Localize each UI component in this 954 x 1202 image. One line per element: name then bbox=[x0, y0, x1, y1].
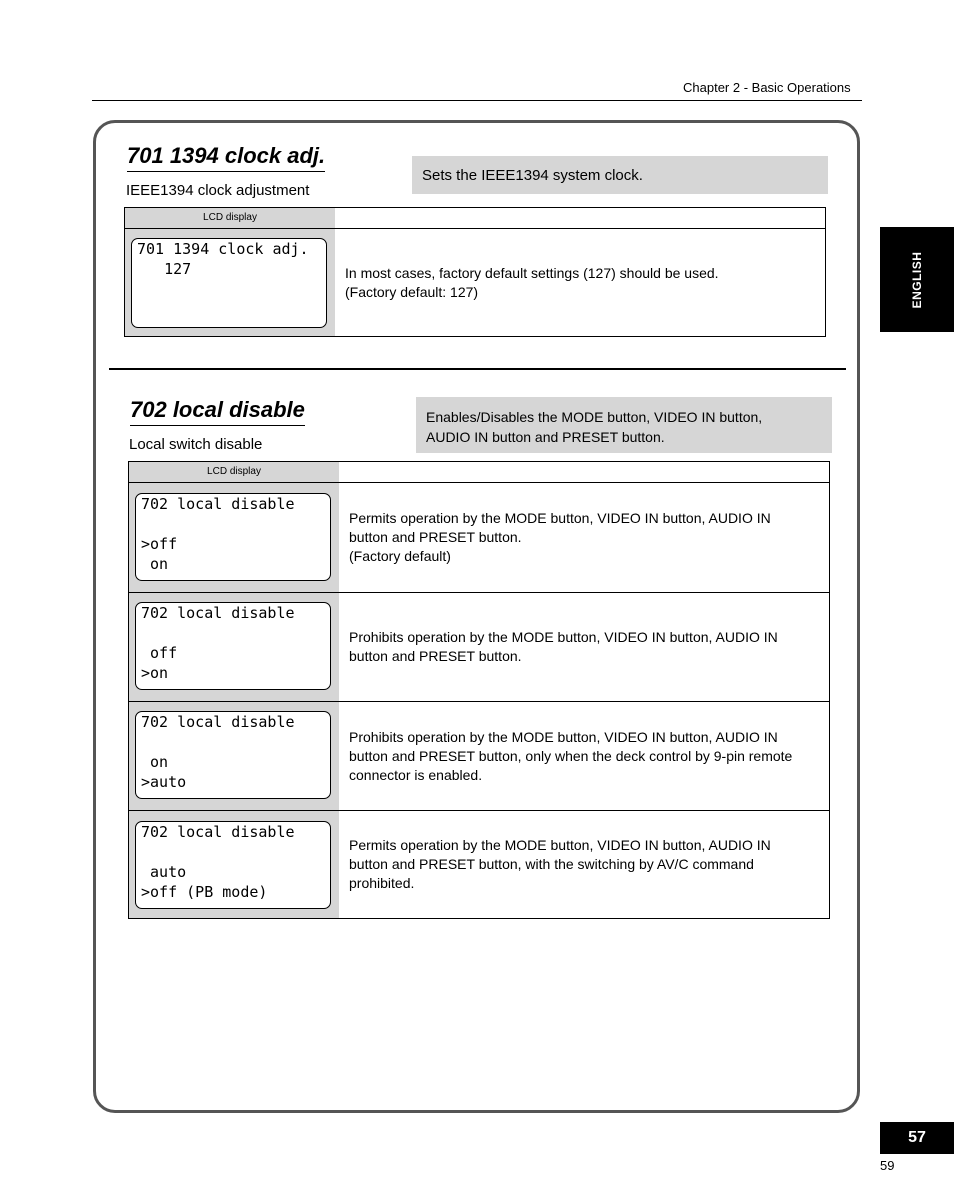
row-description-text: Permits operation by the MODE button, VIDEO IN button, AUDIO IN button and PRESET button, with the switching by AV/C command prohibited. bbox=[349, 837, 771, 891]
lcd-line: 127 bbox=[137, 260, 192, 278]
lcd-screen bbox=[135, 711, 331, 799]
lcd-display-header: LCD display bbox=[129, 462, 339, 482]
table-row bbox=[125, 229, 825, 336]
section-title-701: 701 1394 clock adj. bbox=[127, 143, 325, 172]
page-badge: 57 bbox=[880, 1122, 954, 1154]
row-description-text: Prohibits operation by the MODE button, VIDEO IN button, AUDIO IN button and PRESET button, only when the deck control by 9-pin remote connector is enabled. bbox=[349, 728, 793, 783]
lcd-display-header: LCD display bbox=[125, 208, 335, 228]
lcd-line: 702 local disable bbox=[141, 713, 295, 731]
row-description-line: (Factory default: 127) bbox=[345, 283, 479, 300]
lcd-screen bbox=[135, 493, 331, 581]
section-description-702 bbox=[416, 397, 832, 453]
lcd-line: auto bbox=[141, 863, 187, 881]
row-description bbox=[345, 229, 805, 336]
lcd-line: on bbox=[141, 555, 169, 573]
lcd-cell bbox=[129, 702, 339, 810]
lcd-screen bbox=[135, 602, 331, 690]
language-tab bbox=[880, 227, 954, 332]
lcd-line: >auto bbox=[141, 773, 187, 791]
description-text: Sets the IEEE1394 system clock. bbox=[422, 167, 643, 184]
lcd-line: 702 local disable bbox=[141, 604, 295, 622]
row-description bbox=[349, 483, 809, 592]
lcd-line: 702 local disable bbox=[141, 823, 295, 841]
lcd-cell bbox=[129, 483, 339, 592]
section-title-702: 702 local disable bbox=[130, 397, 305, 426]
lcd-line: 702 local disable bbox=[141, 495, 295, 513]
section-divider bbox=[109, 368, 846, 370]
table-header bbox=[129, 462, 829, 483]
description-line: Enables/Disables the MODE button, VIDEO IN button, bbox=[426, 409, 763, 425]
lcd-screen bbox=[135, 821, 331, 909]
table-row bbox=[129, 811, 829, 918]
row-description bbox=[349, 593, 809, 701]
section-subtitle-702: Local switch disable bbox=[129, 436, 263, 453]
lcd-cell bbox=[125, 229, 335, 336]
lcd-line bbox=[141, 732, 325, 752]
table-row bbox=[129, 593, 829, 702]
row-description bbox=[349, 811, 809, 918]
chapter-header: Chapter 2 - Basic Operations bbox=[683, 80, 851, 95]
table-row bbox=[129, 483, 829, 593]
lcd-line: >off (PB mode) bbox=[141, 883, 268, 901]
row-description-text: Prohibits operation by the MODE button, VIDEO IN button, AUDIO IN button and PRESET button. bbox=[349, 629, 778, 664]
lcd-table-701 bbox=[124, 207, 826, 337]
lcd-line: 701 1394 clock adj. bbox=[137, 240, 309, 258]
table-row bbox=[129, 702, 829, 811]
language-tab-label: ENGLISH bbox=[910, 251, 924, 308]
row-description-text: Permits operation by the MODE button, VIDEO IN button, AUDIO IN button and PRESET button. bbox=[349, 510, 771, 545]
lcd-cell bbox=[129, 811, 339, 918]
lcd-line bbox=[141, 514, 325, 534]
lcd-line: on bbox=[141, 753, 169, 771]
lcd-table-702 bbox=[128, 461, 830, 919]
lcd-cell bbox=[129, 593, 339, 701]
lcd-line: >on bbox=[141, 664, 169, 682]
row-description-line: In most cases, factory default settings (127) should be used. bbox=[345, 264, 719, 281]
description-line: AUDIO IN button and PRESET button. bbox=[426, 429, 665, 445]
section-description-701 bbox=[412, 156, 828, 194]
row-description-extra: (Factory default) bbox=[349, 548, 451, 564]
section-subtitle-701: IEEE1394 clock adjustment bbox=[126, 182, 310, 199]
lcd-line: off bbox=[141, 644, 178, 662]
page-number: 59 bbox=[880, 1158, 895, 1173]
lcd-line: >off bbox=[141, 535, 178, 553]
table-header bbox=[125, 208, 825, 229]
row-description bbox=[349, 702, 809, 810]
lcd-line bbox=[141, 623, 325, 643]
lcd-screen bbox=[131, 238, 327, 328]
lcd-line bbox=[141, 842, 325, 862]
header-rule bbox=[92, 100, 862, 101]
